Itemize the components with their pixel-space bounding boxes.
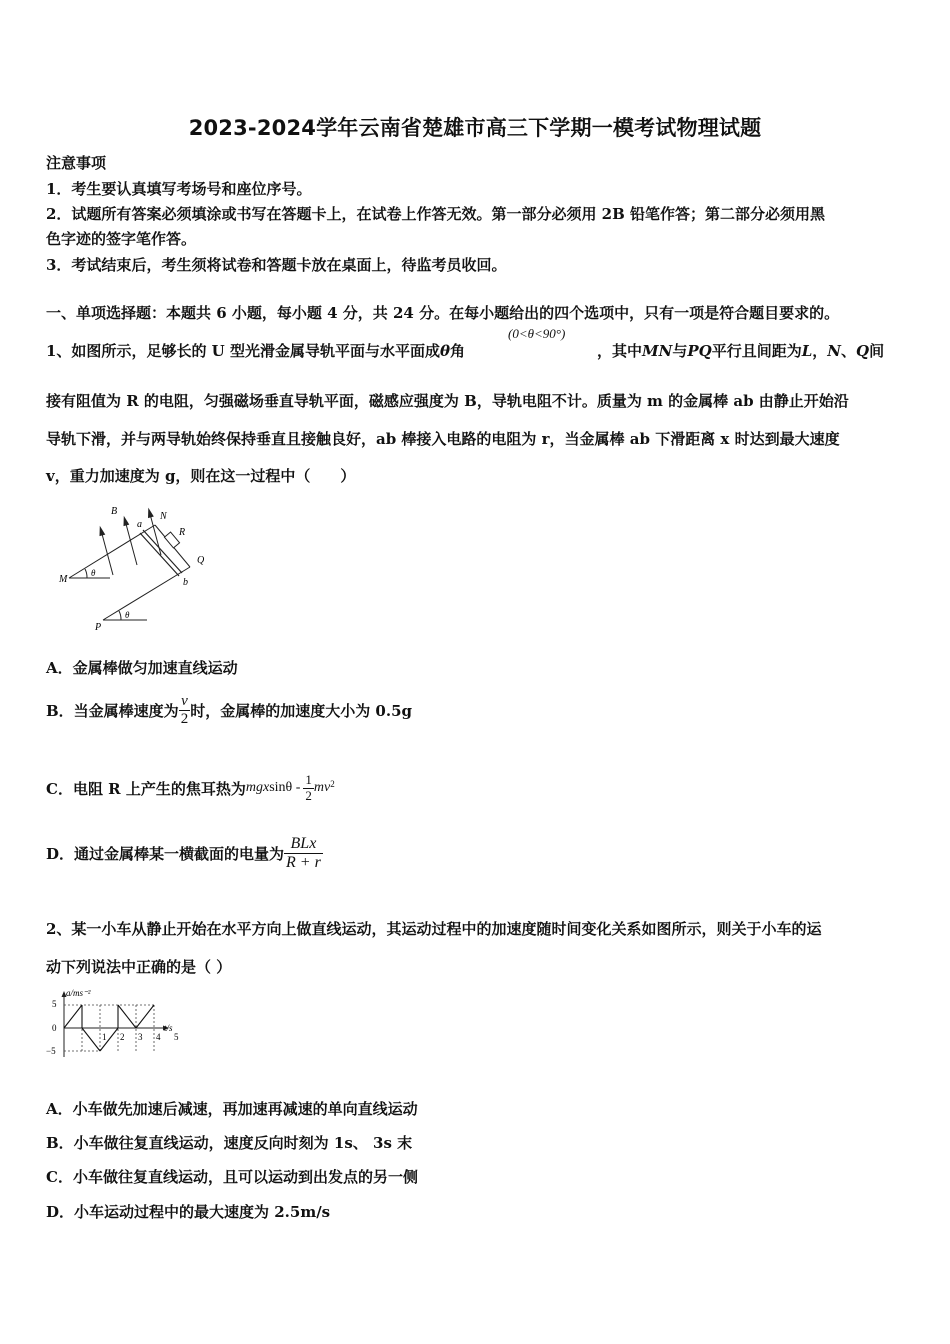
q1-option-c-sup: 2 [330, 779, 335, 789]
fig-label-B: B [111, 506, 118, 517]
q1-rail-diagram [55, 500, 225, 635]
chart-x-tick-5: 5 [174, 1032, 179, 1042]
chart-series-segment-6 [118, 1005, 136, 1028]
q2-option-c: C．小车做往复直线运动，且可以运动到出发点的另一侧 [46, 1168, 418, 1186]
exam-title: 2023-2024学年云南省楚雄市高三下学期一模考试物理试题 [188, 116, 762, 140]
q1-stem-line3: 导轨下滑，并与两导轨始终保持垂直且接触良好，ab 棒接入电路的电阻为 r，当金属棒 ab 下滑距离 x 时达到最大速度 [46, 430, 840, 448]
q1-with: 与 [672, 342, 688, 360]
q1-option-c-mv: mv [313, 780, 331, 796]
q1-stem-part2: ，其中 [597, 342, 643, 360]
notice-item-2: 2．试题所有答案必须填涂或书写在答题卡上，在试卷上作答无效。第一部分必须用 2B 铅笔作答；第二部分必须用黑 [46, 205, 826, 223]
fig-label-N: N [160, 511, 167, 522]
q1-stem-line4: v，重力加速度为 g，则在这一过程中（ ） [46, 467, 356, 485]
q1-option-b-num: v [181, 693, 188, 709]
chart-x-tick-3: 3 [138, 1032, 143, 1042]
notice-item-1: 1．考生要认真填写考场号和座位序号。 [46, 180, 312, 198]
q1-option-d [46, 835, 323, 873]
q1-option-d-fraction [284, 835, 323, 873]
chart-x-tick-1: 1 [102, 1032, 107, 1042]
q1-mn: MN [642, 342, 673, 360]
notice-item-3: 3．考试结束后，考生须将试卷和答题卡放在桌面上，待监考员收回。 [46, 256, 507, 274]
q1-Q: Q [856, 342, 870, 360]
q2-option-a: A．小车做先加速后减速，再加速再减速的单向直线运动 [46, 1100, 418, 1118]
q1-N: N [827, 342, 842, 360]
fig-label-M: M [59, 574, 68, 585]
q1-L: L [801, 342, 813, 360]
q1-option-b [46, 693, 412, 729]
q1-between: 间 [869, 342, 885, 360]
chart-x-axis-label: t/s [164, 1023, 173, 1033]
q1-option-b-den: 2 [180, 711, 189, 728]
q1-option-c-pre: C．电阻 R 上产生的焦耳热为 [46, 779, 246, 798]
q1-option-b-post: 时，金属棒的加速度大小为 0.5g [190, 702, 412, 721]
chart-y-tick-neg5: −5 [46, 1046, 56, 1056]
q1-angle-word: 角 [449, 342, 465, 360]
chart-series-segment-1 [64, 1005, 82, 1028]
chart-series-segment-7 [136, 1005, 154, 1028]
section-heading: 一、单项选择题：本题共 6 小题，每小题 4 分，共 24 分。在每小题给出的四个选项中，只有一项是符合题目要求的。 [46, 304, 840, 322]
q1-option-d-pre: D．通过金属棒某一横截面的电量为 [46, 845, 285, 864]
q1-pq: PQ [687, 342, 712, 360]
q1-option-c-sin: sinθ - [269, 780, 301, 796]
q2-option-b: B．小车做往复直线运动，速度反向时刻为 1s、 3s 末 [46, 1134, 413, 1152]
fig-label-Q: Q [197, 555, 205, 566]
q2-option-d: D．小车运动过程中的最大速度为 2.5m/s [46, 1203, 331, 1221]
chart-y-axis-label: a/ms⁻² [66, 988, 91, 998]
fig-label-b: b [183, 577, 188, 588]
q1-option-b-pre: B．当金属棒速度为 [46, 702, 179, 721]
chart-series-segment-3 [82, 1028, 100, 1051]
q1-stem-line1-tail [597, 340, 884, 361]
chart-x-tick-4: 4 [156, 1032, 161, 1042]
q1-angle-range: (0<θ<90°) [508, 326, 566, 341]
q1-sep: 、 [841, 342, 857, 360]
q1-stem-line1 [46, 340, 465, 361]
q1-option-c-mgx: mgx [245, 780, 270, 796]
q1-option-a: A．金属棒做匀加速直线运动 [46, 659, 238, 677]
q1-option-d-num: BLx [290, 835, 317, 852]
fig-label-theta-2: θ [125, 610, 130, 620]
q1-option-c-den: 2 [305, 787, 312, 803]
q1-stem-line2: 接有阻值为 R 的电阻，匀强磁场垂直导轨平面，磁感应强度为 B，导轨电阻不计。质量为 m 的金属棒 ab 由静止开始沿 [46, 392, 849, 410]
q1-comma: ， [812, 342, 828, 360]
q1-option-b-fraction [179, 693, 191, 729]
chart-x-tick-2: 2 [120, 1032, 125, 1042]
q1-option-c [46, 773, 335, 804]
q1-stem-part1: 1、如图所示，足够长的 U 型光滑金属导轨平面与水平面成 [46, 342, 440, 360]
fig-label-P: P [95, 622, 102, 633]
q1-option-c-num: 1 [305, 772, 312, 787]
notice-item-2-cont: 色字迹的签字笔作答。 [46, 230, 197, 248]
chart-layer [62, 991, 170, 1057]
q1-option-c-fraction [303, 773, 314, 804]
chart-y-tick-0: 0 [52, 1023, 57, 1033]
q2-at-chart [42, 985, 182, 1060]
q1-option-d-den: R + r [286, 854, 321, 872]
fig-label-R: R [179, 527, 186, 538]
chart-y-tick-5: 5 [52, 999, 57, 1009]
notice-heading: 注意事项 [46, 154, 107, 172]
fig-label-theta-1: θ [91, 568, 96, 578]
q2-stem-line1: 2、某一小车从静止开始在水平方向上做直线运动，其运动过程中的加速度随时间变化关系如图所示，则关于小车的运 [46, 920, 822, 938]
q1-theta: θ [439, 342, 450, 360]
fig-label-a: a [137, 519, 142, 530]
q2-stem-line2: 动下列说法中正确的是（ ） [46, 958, 232, 976]
q1-parallel: 平行且间距为 [711, 342, 802, 360]
